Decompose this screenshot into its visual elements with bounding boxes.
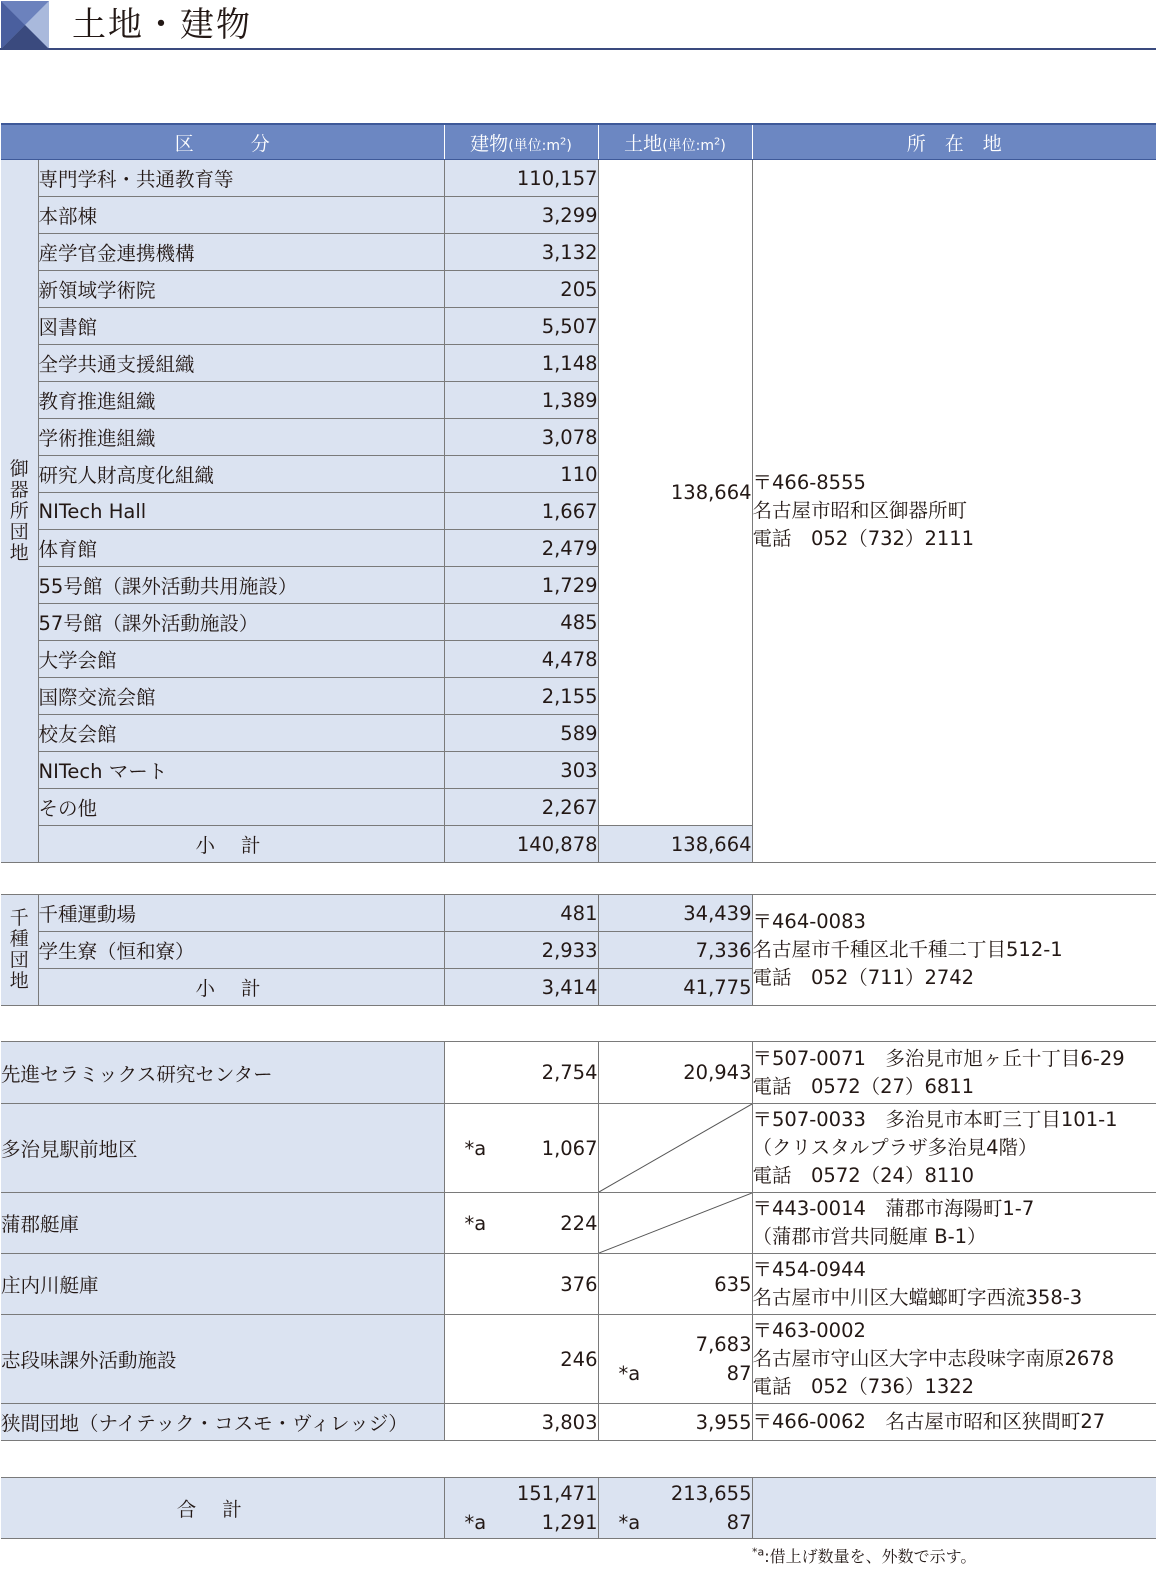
table-row xyxy=(1,895,1156,932)
total-row xyxy=(1,1478,1156,1539)
row-building: 1,389 xyxy=(444,382,598,419)
row-name: 57号館（課外活動施設） xyxy=(38,604,444,641)
row-land: 7,336 xyxy=(598,932,752,969)
total-land: 213,655 *a 87 xyxy=(598,1478,752,1539)
total-address-empty xyxy=(752,1478,1156,1539)
header-building: 建物(単位$:m^2$) xyxy=(444,124,598,160)
row-name: 学生寮（恒和寮） xyxy=(38,932,444,969)
table-row xyxy=(1,1104,1156,1193)
row-name: 校友会館 xyxy=(38,715,444,752)
row-name: 産学官金連携機構 xyxy=(38,234,444,271)
row-name: 千種運動場 xyxy=(38,895,444,932)
subtotal-label: 小計 xyxy=(38,969,444,1006)
row-name: 学術推進組織 xyxy=(38,419,444,456)
others-table xyxy=(1,1041,1156,1441)
row-address: 〒463-0002 名古屋市守山区大字中志段味字南原2678 電話 052（736）1322 xyxy=(752,1315,1156,1404)
row-name: 教育推進組織 xyxy=(38,382,444,419)
row-building: 110 xyxy=(444,456,598,493)
row-building: 2,754 xyxy=(444,1042,598,1104)
row-land: 34,439 xyxy=(598,895,752,932)
chikusa-address: 〒464-0083 名古屋市千種区北千種二丁目512-1 電話 052（711）2742 xyxy=(752,895,1156,1006)
row-name: 先進セラミックス研究センター xyxy=(1,1042,444,1104)
row-building: *a 224 xyxy=(444,1193,598,1254)
row-building: 3,803 xyxy=(444,1404,598,1441)
row-name: NITech マート xyxy=(38,752,444,789)
subtotal-label: 小計 xyxy=(38,826,444,863)
row-name: 庄内川艇庫 xyxy=(1,1254,444,1315)
page-title: 土地・建物 xyxy=(72,5,252,45)
row-land: 7,683 *a 87 xyxy=(598,1315,752,1404)
row-address: 〒507-0071 多治見市旭ヶ丘十丁目6-29 電話 0572（27）6811 xyxy=(752,1042,1156,1104)
row-name: 55号館（課外活動共用施設） xyxy=(38,567,444,604)
row-name: 新領域学術院 xyxy=(38,271,444,308)
row-land: 20,943 xyxy=(598,1042,752,1104)
row-name: 本部棟 xyxy=(38,197,444,234)
row-building: 376 xyxy=(444,1254,598,1315)
row-name: 研究人財高度化組織 xyxy=(38,456,444,493)
row-building: 3,078 xyxy=(444,419,598,456)
table-header-row xyxy=(1,124,1156,160)
total-table xyxy=(1,1477,1156,1539)
diagonal-empty-cell xyxy=(598,1193,752,1254)
row-building: 481 xyxy=(444,895,598,932)
table-row xyxy=(1,1193,1156,1254)
subtotal-land: 41,775 xyxy=(598,969,752,1006)
header-land: 土地(単位$:m^2$) xyxy=(598,124,752,160)
row-building: 303 xyxy=(444,752,598,789)
table-row xyxy=(1,1315,1156,1404)
row-building: 110,157 xyxy=(444,160,598,197)
row-name: 体育館 xyxy=(38,530,444,567)
row-name: 志段味課外活動施設 xyxy=(1,1315,444,1404)
total-building: 151,471 *a 1,291 xyxy=(444,1478,598,1539)
title-underline xyxy=(0,48,1156,50)
row-building: 2,267 xyxy=(444,789,598,826)
row-building: 485 xyxy=(444,604,598,641)
row-address: 〒507-0033 多治見市本町三丁目101-1 （クリスタルプラザ多治見4階） 電話 0572（24）8110 xyxy=(752,1104,1156,1193)
subtotal-building: 140,878 xyxy=(444,826,598,863)
row-name: その他 xyxy=(38,789,444,826)
table-row xyxy=(1,1254,1156,1315)
row-building: 2,155 xyxy=(444,678,598,715)
row-name: 専門学科・共通教育等 xyxy=(38,160,444,197)
row-name: 図書館 xyxy=(38,308,444,345)
row-building: 1,729 xyxy=(444,567,598,604)
row-building: *a 1,067 xyxy=(444,1104,598,1193)
row-land: 635 xyxy=(598,1254,752,1315)
row-building: 2,933 xyxy=(444,932,598,969)
row-address: 〒454-0944 名古屋市中川区大蟷螂町字西流358-3 xyxy=(752,1254,1156,1315)
row-address: 〒443-0014 蒲郡市海陽町1-7 （蒲郡市営共同艇庫 B-1） xyxy=(752,1193,1156,1254)
row-building: 205 xyxy=(444,271,598,308)
table-row xyxy=(1,1404,1156,1441)
row-name: 蒲郡艇庫 xyxy=(1,1193,444,1254)
row-land: 3,955 xyxy=(598,1404,752,1441)
row-name: 全学共通支援組織 xyxy=(38,345,444,382)
gokiso-address: 〒466-8555 名古屋市昭和区御器所町 電話 052（732）2111 xyxy=(752,160,1156,863)
header-location: 所 在 地 xyxy=(752,124,1156,160)
footnote: $^{*a}$:借上げ数量を、外数で示す。 xyxy=(752,1545,977,1566)
subtotal-building: 3,414 xyxy=(444,969,598,1006)
gokiso-label: 御器所団地 xyxy=(1,160,38,863)
header-category: 区 分 xyxy=(1,124,444,160)
row-building: 3,299 xyxy=(444,197,598,234)
diagonal-empty-cell xyxy=(598,1104,752,1193)
row-building: 1,667 xyxy=(444,493,598,530)
row-name: 多治見駅前地区 xyxy=(1,1104,444,1193)
table-row xyxy=(1,1042,1156,1104)
row-name: 大学会館 xyxy=(38,641,444,678)
row-name: 国際交流会館 xyxy=(38,678,444,715)
gokiso-table xyxy=(1,123,1156,863)
title-emblem-icon xyxy=(1,1,49,49)
total-label: 合計 xyxy=(1,1478,444,1539)
row-building: 4,478 xyxy=(444,641,598,678)
row-building: 3,132 xyxy=(444,234,598,271)
row-building: 2,479 xyxy=(444,530,598,567)
row-building: 1,148 xyxy=(444,345,598,382)
chikusa-label: 千種団地 xyxy=(1,895,38,1006)
table-row xyxy=(1,160,1156,197)
row-name: 狭間団地（ナイテック・コスモ・ヴィレッジ） xyxy=(1,1404,444,1441)
row-name: NITech Hall xyxy=(38,493,444,530)
row-building: 5,507 xyxy=(444,308,598,345)
chikusa-table xyxy=(1,894,1156,1006)
subtotal-land: 138,664 xyxy=(598,826,752,863)
row-building: 246 xyxy=(444,1315,598,1404)
row-address: 〒466-0062 名古屋市昭和区狭間町27 xyxy=(752,1404,1156,1441)
gokiso-land: 138,664 xyxy=(598,160,752,826)
row-building: 589 xyxy=(444,715,598,752)
